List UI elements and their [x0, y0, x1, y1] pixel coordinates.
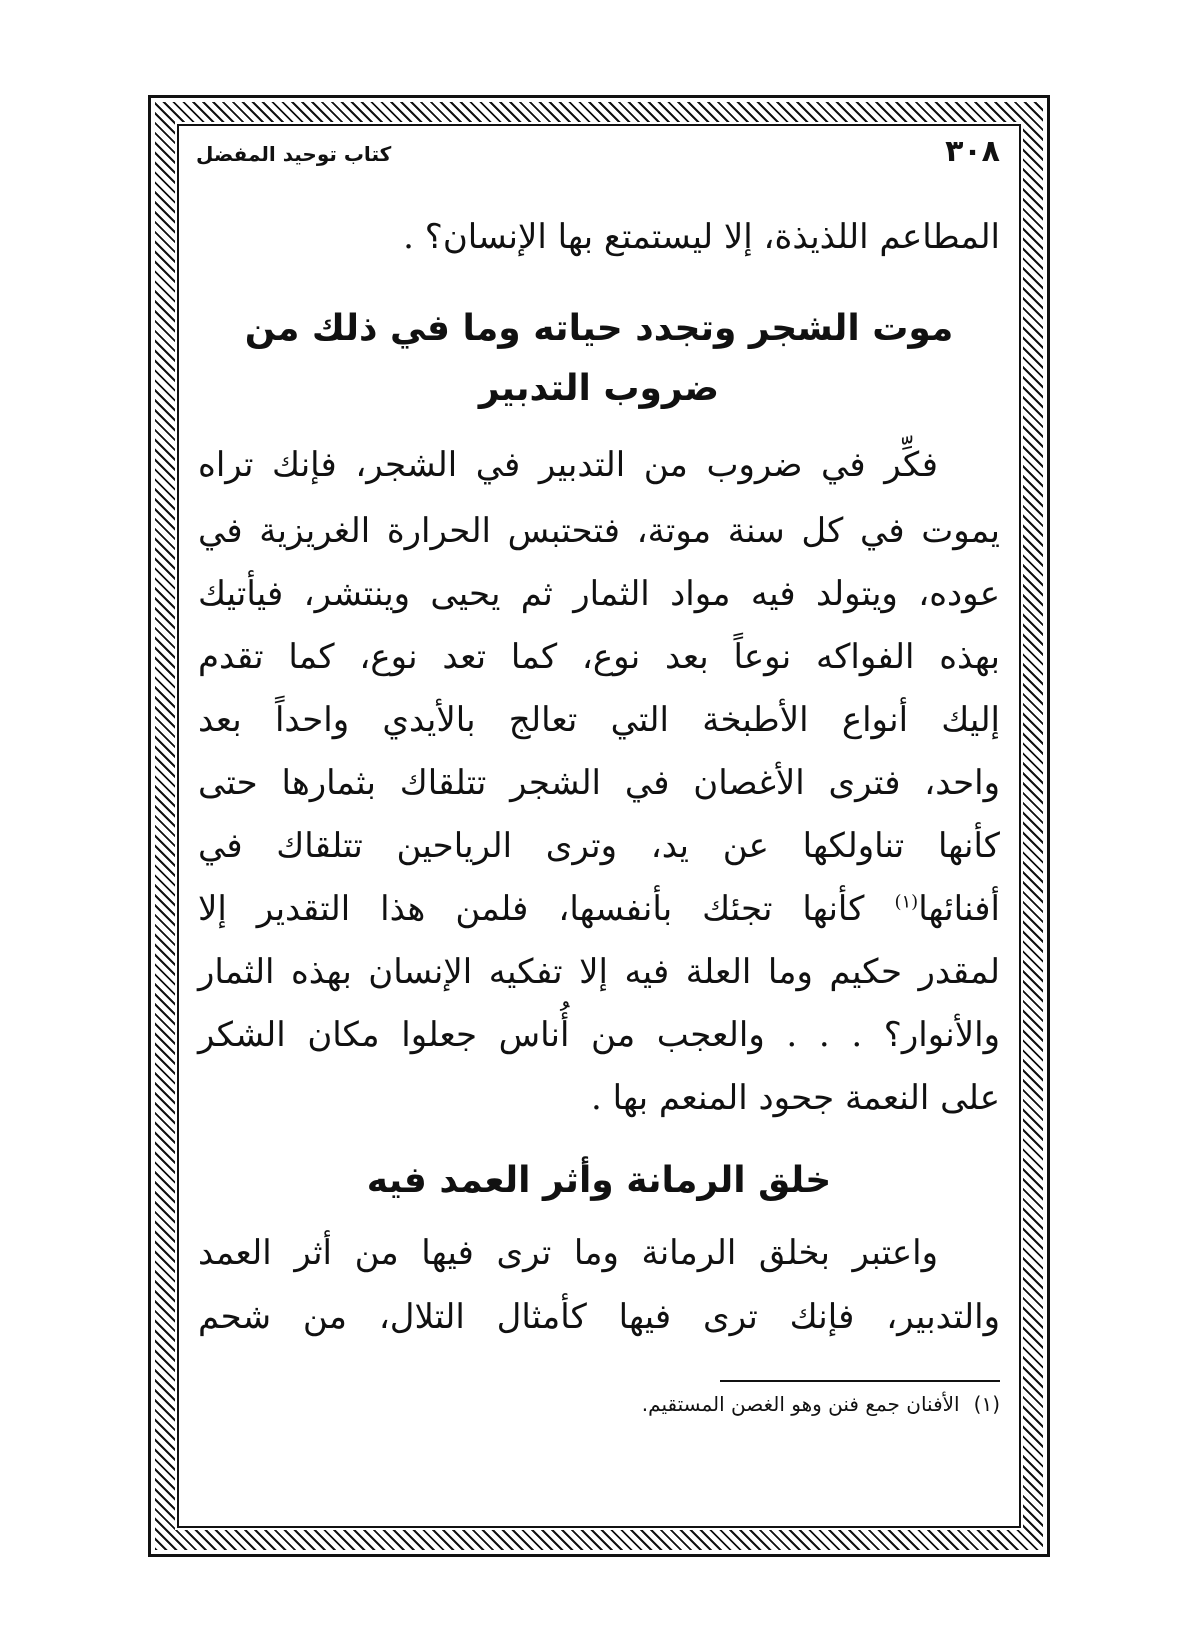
paragraph-1-line: بهذه الفواكه نوعاً بعد نوع، كما تعد نوع، كما تقدم: [198, 637, 1000, 677]
paragraph-1-line: عوده، ويتولد فيه مواد الثمار ثم يحيى وينتشر، فيأتيك: [198, 574, 1000, 614]
paragraph-2-line: والتدبير، فإنك ترى فيها كأمثال التلال، من شحم: [198, 1297, 1000, 1337]
book-page: [190, 130, 1008, 1520]
section-heading-1b: [190, 368, 1008, 409]
paragraph-1-line: إليك أنواع الأطبخة التي تعالج بالأيدي واحداً بعد: [198, 700, 1000, 740]
page-number: ٣٠٨: [945, 134, 1000, 169]
section-heading-1: [190, 308, 1008, 349]
paragraph-1-line: والأنوار؟ . . . والعجب من أُناس جعلوا مكان الشكر: [198, 1015, 1000, 1055]
footnote-divider: [720, 1380, 1000, 1382]
paragraph-1-line: كأنها تناولكها عن يد، وترى الرياحين تتلقاك في: [198, 826, 1000, 866]
paragraph-1-line: فكِّر في ضروب من التدبير في الشجر، فإنك تراه: [198, 445, 938, 485]
footnote-text: الأفنان جمع فنن وهو الغصن المستقيم.: [641, 1392, 960, 1416]
paragraph-1-line: يموت في كل سنة موتة، فتحتبس الحرارة الغريزية في: [198, 511, 1000, 551]
heading-1-line-1: موت الشجر وتجدد حياته وما في ذلك من: [244, 308, 954, 349]
paragraph-1-line-with-footnote: [198, 889, 1000, 929]
footnote: [642, 1392, 1000, 1416]
paragraph-1-line: لمقدر حكيم وما العلة فيه إلا تفكيه الإنسان بهذه الثمار: [198, 952, 1000, 992]
page-header: [190, 130, 1008, 180]
footnote-line-rest: كأنها تجئك بأنفسها، فلمن هذا التقدير إلا: [198, 889, 895, 929]
paragraph-1-line: على النعمة جحود المنعم بها .: [591, 1078, 1000, 1118]
footnote-number: (١): [973, 1392, 1000, 1416]
section-heading-2: خلق الرمانة وأثر العمد فيه: [366, 1160, 832, 1201]
footnote-reference[interactable]: (١): [894, 891, 919, 913]
book-title: كتاب توحيد المفضل: [196, 142, 392, 166]
footnote-anchor-word: أفنائها: [918, 889, 1000, 929]
paragraph-1-line: واحد، فترى الأغصان في الشجر تتلقاك بثمارها حتى: [198, 763, 1000, 803]
intro-line: المطاعم اللذيذة، إلا ليستمتع بها الإنسان؟ .: [403, 217, 1000, 257]
heading-1-line-2: ضروب التدبير: [478, 368, 720, 409]
paragraph-2-line: واعتبر بخلق الرمانة وما ترى فيها من أثر العمد: [198, 1233, 938, 1273]
